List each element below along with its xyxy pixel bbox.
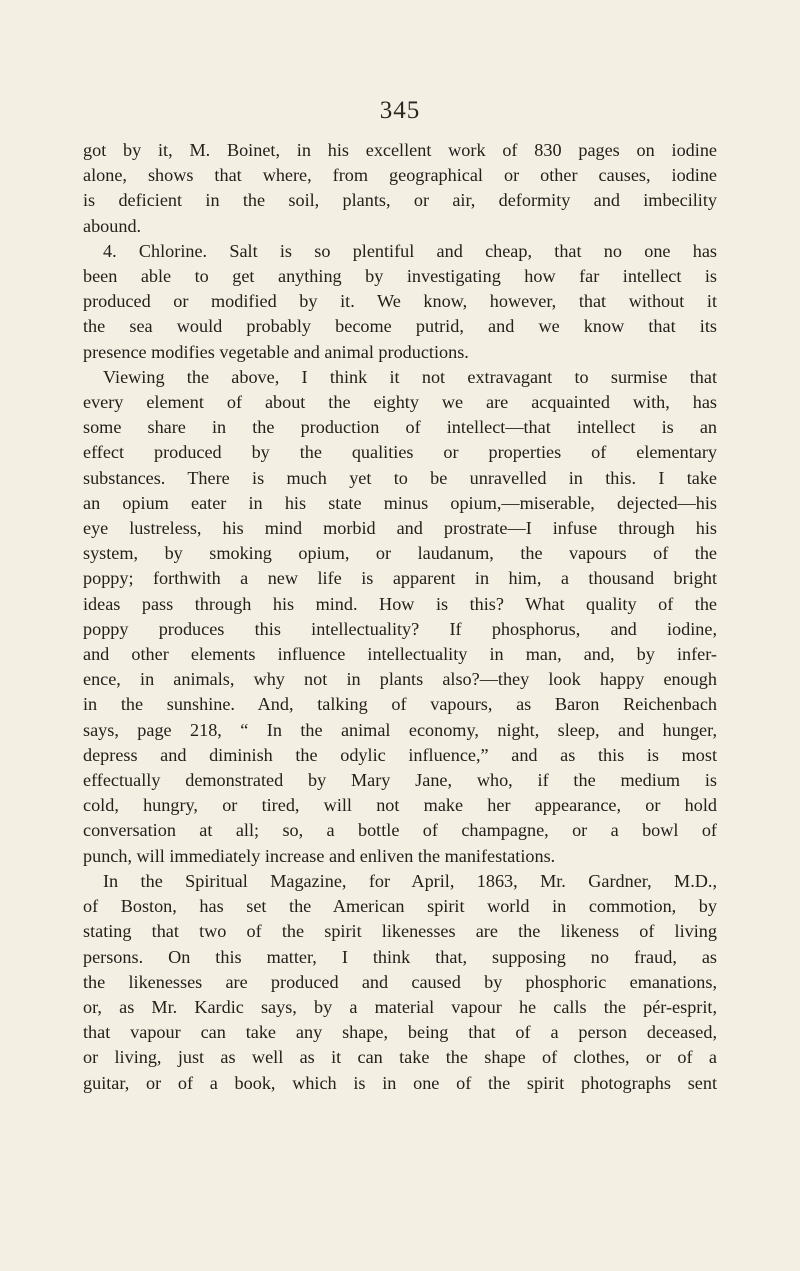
text-line: ence, in animals, why not in plants also?—they look happy enough — [83, 669, 717, 690]
text-line: been able to get anything by investigating how far intellect is — [83, 266, 717, 287]
body-text — [83, 138, 717, 1096]
text-line: and other elements influence intellectuality in man, and, by infer- — [83, 644, 717, 665]
text-line: persons. On this matter, I think that, supposing no fraud, as — [83, 946, 717, 967]
page-number: 345 — [379, 97, 421, 124]
text-line: eye lustreless, his mind morbid and prostrate—I infuse through his — [83, 518, 717, 539]
text-line: substances. There is much yet to be unravelled in this. I take — [83, 467, 717, 488]
text-line: guitar, or of a book, which is in one of the spirit photographs sent — [83, 1072, 717, 1093]
text-line: poppy produces this intellectuality? If phosphorus, and iodine, — [83, 618, 717, 639]
text-line: ideas pass through his mind. How is this? What quality of the — [83, 593, 717, 614]
text-line: effect produced by the qualities or properties of elementary — [83, 442, 717, 463]
text-line: of Boston, has set the American spirit world in commotion, by — [83, 896, 717, 917]
text-line: alone, shows that where, from geographical or other causes, iodine — [83, 165, 717, 186]
text-line: depress and diminish the odylic influence,” and as this is most — [83, 744, 717, 765]
text-line: says, page 218, “ In the animal economy, night, sleep, and hunger, — [83, 719, 717, 740]
text-line: punch, will immediately increase and enliven the manifestations. — [83, 845, 556, 866]
text-line: or, as Mr. Kardic says, by a material vapour he calls the pér-esprit, — [83, 996, 717, 1017]
text-line: 4. Chlorine. Salt is so plentiful and cheap, that no one has — [103, 240, 717, 261]
text-line: poppy; forthwith a new life is apparent in him, a thousand bright — [83, 568, 717, 589]
text-line: effectually demonstrated by Mary Jane, who, if the medium is — [83, 770, 717, 791]
text-line: Viewing the above, I think it not extravagant to surmise that — [103, 366, 717, 387]
text-line: the likenesses are produced and caused by phosphoric emanations, — [83, 971, 717, 992]
text-line: an opium eater in his state minus opium,—miserable, dejected—his — [83, 492, 717, 513]
text-line: is deficient in the soil, plants, or air, deformity and imbecility — [83, 190, 717, 211]
text-line: produced or modified by it. We know, however, that without it — [83, 291, 717, 312]
text-line: abound. — [83, 215, 142, 236]
text-line: system, by smoking opium, or laudanum, the vapours of the — [83, 543, 717, 564]
text-line: every element of about the eighty we are acquainted with, has — [83, 392, 717, 413]
text-line: conversation at all; so, a bottle of champagne, or a bowl of — [83, 820, 717, 841]
text-line: cold, hungry, or tired, will not make her appearance, or hold — [83, 795, 717, 816]
text-line: in the sunshine. And, talking of vapours, as Baron Reichenbach — [83, 694, 717, 715]
text-line: got by it, M. Boinet, in his excellent work of 830 pages on iodine — [83, 140, 717, 160]
text-line: presence modifies vegetable and animal productions. — [83, 341, 469, 362]
text-line: the sea would probably become putrid, and we know that its — [83, 316, 717, 337]
text-line: that vapour can take any shape, being that of a person deceased, — [83, 1022, 717, 1043]
text-line: stating that two of the spirit likenesses are the likeness of living — [83, 921, 717, 942]
text-line: or living, just as well as it can take the shape of clothes, or of a — [83, 1047, 717, 1068]
text-line: some share in the production of intellect—that intellect is an — [83, 417, 717, 438]
text-line: In the Spiritual Magazine, for April, 1863, Mr. Gardner, M.D., — [103, 870, 717, 891]
